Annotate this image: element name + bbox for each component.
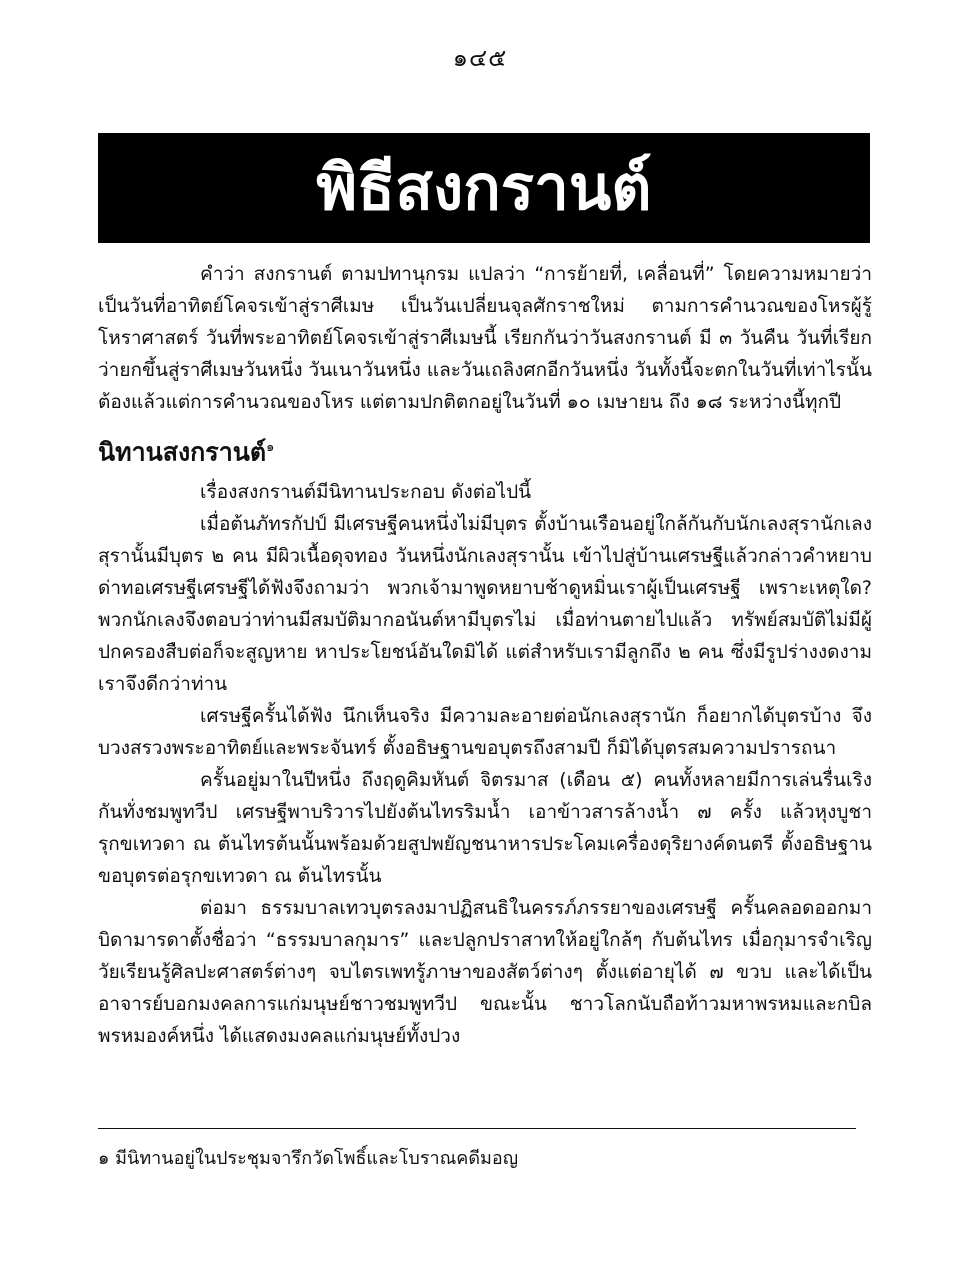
page-title: พิธีสงกรานต์ — [316, 151, 652, 224]
story-paragraph: เรื่องสงกรานต์มีนิทานประกอบ ดังต่อไปนี้ — [200, 481, 532, 504]
footnote-marker: ๑ — [266, 440, 275, 455]
story-paragraph: ต่อมา ธรรมบาลเทวบุตรลงมาปฏิสนธิในครรภ์ภรรยาของเศรษฐี ครั้นคลอดออกมา บิดามารดาตั้งชื่อว่า “ธรรมบาลกุมาร” และปลูกปราสาทให้อยู่ใกล้ๆ กับต้นไทร เมื่อกุมารจำเริญวัยเรียนรู้ศิลปะศาสตร์ต่างๆ จบไตรเพทรู้ภาษาของสัตว์ต่างๆ ตั้งแต่อายุได้ ๗ ขวบ และได้เป็นอาจารย์บอกมงคลการแก่มนุษย์ชาวชมพูทวีป ขณะนั้น ชาวโลกนับถือท้าวมหาพรหมและกบิลพรหมองค์หนึ่ง ได้แสดงมงคลแก่มนุษย์ทั้งปวง — [98, 897, 872, 1048]
story-paragraph: เมื่อต้นภัทรกัปป์ มีเศรษฐีคนหนึ่งไม่มีบุตร ตั้งบ้านเรือนอยู่ใกล้กันกับนักเลงสุรานักเลงสุรานั้นมีบุตร ๒ คน มีผิวเนื้อดุจทอง วันหนึ่งนักเลงสุรานั้น เข้าไปสู่บ้านเศรษฐีแล้วกล่าวคำหยาบด่าทอเศรษฐีเศรษฐีได้ฟังจึงถามว่า พวกเจ้ามาพูดหยาบช้าดูหมิ่นเราผู้เป็นเศรษฐี เพราะเหตุใด? พวกนักเลงจึงตอบว่าท่านมีสมบัติมากอนันต์หามีบุตรไม่ เมื่อท่านตายไปแล้ว ทรัพย์สมบัติไม่มีผู้ปกครองสืบต่อก็จะสูญหาย หาประโยชน์อันใดมิได้ แต่สำหรับเรามีลูกถึง ๒ คน ซึ่งมีรูปร่างงดงาม เราจึงดีกว่าท่าน — [98, 513, 872, 696]
main-content — [98, 258, 872, 1052]
section-heading-text: นิทานสงกรานต์ — [98, 437, 267, 467]
intro-paragraph: คำว่า สงกรานต์ ตามปทานุกรม แปลว่า “การย้ายที่, เคลื่อนที่” โดยความหมายว่า เป็นวันที่อาทิตย์โคจรเข้าสู่ราศีเมษ เป็นวันเปลี่ยนจุลศักราชใหม่ ตามการคำนวณของโหรผู้รู้โหราศาสตร์ วันที่พระอาทิตย์โคจรเข้าสู่ราศีเมษนี้ เรียกกันว่าวันสงกรานต์ มี ๓ วันคืน วันที่เรียกว่ายกขึ้นสู่ราศีเมษวันหนึ่ง วันเนาวันหนึ่ง และวันเถลิงศกอีกวันหนึ่ง วันทั้งนี้จะตกในวันที่เท่าไรนั้น ต้องแล้วแต่การคำนวณของโหร แต่ตามปกติตกอยู่ในวันที่ ๑๐ เมษายน ถึง ๑๘ ระหว่างนี้ทุกปี — [98, 263, 872, 413]
section-heading — [98, 430, 872, 470]
footnote: ๑ มีนิทานอยู่ในประชุมจารึกวัดโพธิ์และโบราณคดีมอญ — [98, 1148, 519, 1169]
story-paragraph: เศรษฐีครั้นได้ฟัง นึกเห็นจริง มีความละอายต่อนักเลงสุรานัก ก็อยากได้บุตรบ้าง จึงบวงสรวงพระอาทิตย์และพระจันทร์ ตั้งอธิษฐานขอบุตรถึงสามปี ก็มิได้บุตรสมความปรารถนา — [98, 705, 872, 760]
footnote-divider — [98, 1128, 856, 1129]
page-number: ๑๔๕ — [452, 44, 508, 72]
title-banner — [98, 133, 870, 243]
story-paragraph: ครั้นอยู่มาในปีหนึ่ง ถึงฤดูคิมหันต์ จิตรมาส (เดือน ๕) คนทั้งหลายมีการเล่นรื่นเริงกันทั่งชมพูทวีป เศรษฐีพาบริวารไปยังต้นไทรริมน้ำ เอาข้าวสารล้างน้ำ ๗ ครั้ง แล้วหุงบูชารุกขเทวดา ณ ต้นไทรต้นนั้นพร้อมด้วยสูปพยัญชนาหารประโคมเครื่องดุริยางค์ดนตรี ตั้งอธิษฐานขอบุตรต่อรุกขเทวดา ณ ต้นไทรนั้น — [98, 769, 872, 888]
